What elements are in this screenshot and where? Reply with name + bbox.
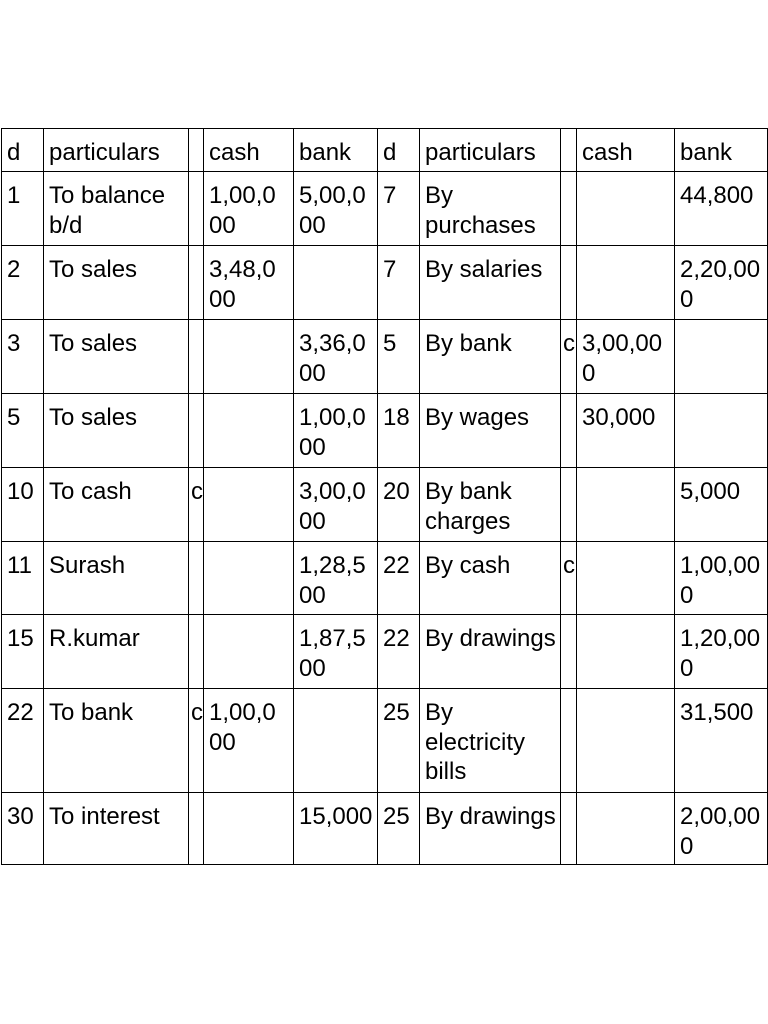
tick-credit <box>561 793 577 865</box>
tick-credit <box>561 689 577 793</box>
date-credit: 5 <box>378 320 420 394</box>
header-tick-right <box>561 129 577 172</box>
bank-credit: 1,00,000 <box>675 542 768 615</box>
particulars-debit: To bank <box>44 689 189 793</box>
particulars-debit: To sales <box>44 320 189 394</box>
ledger-row <box>2 615 768 689</box>
bank-credit: 5,000 <box>675 468 768 542</box>
tick-debit: c <box>189 468 204 542</box>
bank-credit: 1,20,000 <box>675 615 768 689</box>
date-credit: 7 <box>378 172 420 246</box>
particulars-credit: By electricity bills <box>420 689 561 793</box>
particulars-credit: By cash <box>420 542 561 615</box>
cash-credit <box>577 689 675 793</box>
bank-credit: 2,00,000 <box>675 793 768 865</box>
tick-debit <box>189 615 204 689</box>
ledger-row <box>2 246 768 320</box>
cash-debit: 3,48,000 <box>204 246 294 320</box>
cash-debit <box>204 793 294 865</box>
tick-debit <box>189 172 204 246</box>
particulars-credit: By drawings <box>420 615 561 689</box>
particulars-debit: Surash <box>44 542 189 615</box>
tick-debit <box>189 246 204 320</box>
cash-credit <box>577 172 675 246</box>
particulars-debit: To cash <box>44 468 189 542</box>
header-bank-left: bank <box>294 129 378 172</box>
particulars-credit: By bank charges <box>420 468 561 542</box>
cash-credit: 30,000 <box>577 394 675 468</box>
tick-credit <box>561 172 577 246</box>
header-particulars-left: particulars <box>44 129 189 172</box>
tick-debit <box>189 394 204 468</box>
bank-credit <box>675 394 768 468</box>
ledger-body <box>2 129 768 865</box>
date-credit: 18 <box>378 394 420 468</box>
cash-credit <box>577 468 675 542</box>
cash-book-table <box>1 128 768 865</box>
ledger-row <box>2 468 768 542</box>
date-debit: 15 <box>2 615 44 689</box>
tick-debit <box>189 542 204 615</box>
particulars-debit: To balance b/d <box>44 172 189 246</box>
date-credit: 22 <box>378 615 420 689</box>
cash-credit <box>577 793 675 865</box>
header-date-left: d <box>2 129 44 172</box>
cash-debit <box>204 320 294 394</box>
particulars-debit: To interest <box>44 793 189 865</box>
particulars-credit: By purchases <box>420 172 561 246</box>
bank-debit: 15,000 <box>294 793 378 865</box>
cash-credit <box>577 615 675 689</box>
bank-credit: 2,20,000 <box>675 246 768 320</box>
date-credit: 7 <box>378 246 420 320</box>
date-credit: 20 <box>378 468 420 542</box>
tick-debit: c <box>189 689 204 793</box>
cash-debit <box>204 542 294 615</box>
tick-credit <box>561 394 577 468</box>
ledger-row <box>2 689 768 793</box>
bank-debit: 1,87,500 <box>294 615 378 689</box>
tick-credit <box>561 468 577 542</box>
date-credit: 25 <box>378 793 420 865</box>
particulars-credit: By salaries <box>420 246 561 320</box>
particulars-credit: By drawings <box>420 793 561 865</box>
bank-debit: 3,00,000 <box>294 468 378 542</box>
bank-credit: 44,800 <box>675 172 768 246</box>
bank-debit: 3,36,000 <box>294 320 378 394</box>
particulars-debit: To sales <box>44 246 189 320</box>
ledger-row <box>2 320 768 394</box>
particulars-credit: By wages <box>420 394 561 468</box>
header-particulars-right: particulars <box>420 129 561 172</box>
date-credit: 25 <box>378 689 420 793</box>
cash-debit <box>204 394 294 468</box>
tick-credit <box>561 615 577 689</box>
date-debit: 1 <box>2 172 44 246</box>
date-credit: 22 <box>378 542 420 615</box>
date-debit: 30 <box>2 793 44 865</box>
ledger-row <box>2 172 768 246</box>
header-cash-right: cash <box>577 129 675 172</box>
tick-credit: c <box>561 542 577 615</box>
date-debit: 2 <box>2 246 44 320</box>
bank-debit <box>294 689 378 793</box>
date-debit: 10 <box>2 468 44 542</box>
bank-credit: 31,500 <box>675 689 768 793</box>
cash-credit <box>577 246 675 320</box>
bank-debit: 5,00,000 <box>294 172 378 246</box>
date-debit: 3 <box>2 320 44 394</box>
header-date-right: d <box>378 129 420 172</box>
tick-debit <box>189 320 204 394</box>
header-cash-left: cash <box>204 129 294 172</box>
bank-debit <box>294 246 378 320</box>
particulars-debit: R.kumar <box>44 615 189 689</box>
particulars-debit: To sales <box>44 394 189 468</box>
cash-credit: 3,00,000 <box>577 320 675 394</box>
cash-debit <box>204 468 294 542</box>
cash-debit: 1,00,000 <box>204 172 294 246</box>
tick-credit: c <box>561 320 577 394</box>
bank-credit <box>675 320 768 394</box>
ledger-row <box>2 394 768 468</box>
date-debit: 22 <box>2 689 44 793</box>
ledger-row <box>2 793 768 865</box>
tick-debit <box>189 793 204 865</box>
bank-debit: 1,00,000 <box>294 394 378 468</box>
header-bank-right: bank <box>675 129 768 172</box>
tick-credit <box>561 246 577 320</box>
date-debit: 5 <box>2 394 44 468</box>
particulars-credit: By bank <box>420 320 561 394</box>
ledger-row <box>2 542 768 615</box>
cash-debit <box>204 615 294 689</box>
cash-credit <box>577 542 675 615</box>
date-debit: 11 <box>2 542 44 615</box>
header-tick-left <box>189 129 204 172</box>
bank-debit: 1,28,500 <box>294 542 378 615</box>
header-row <box>2 129 768 172</box>
cash-debit: 1,00,000 <box>204 689 294 793</box>
